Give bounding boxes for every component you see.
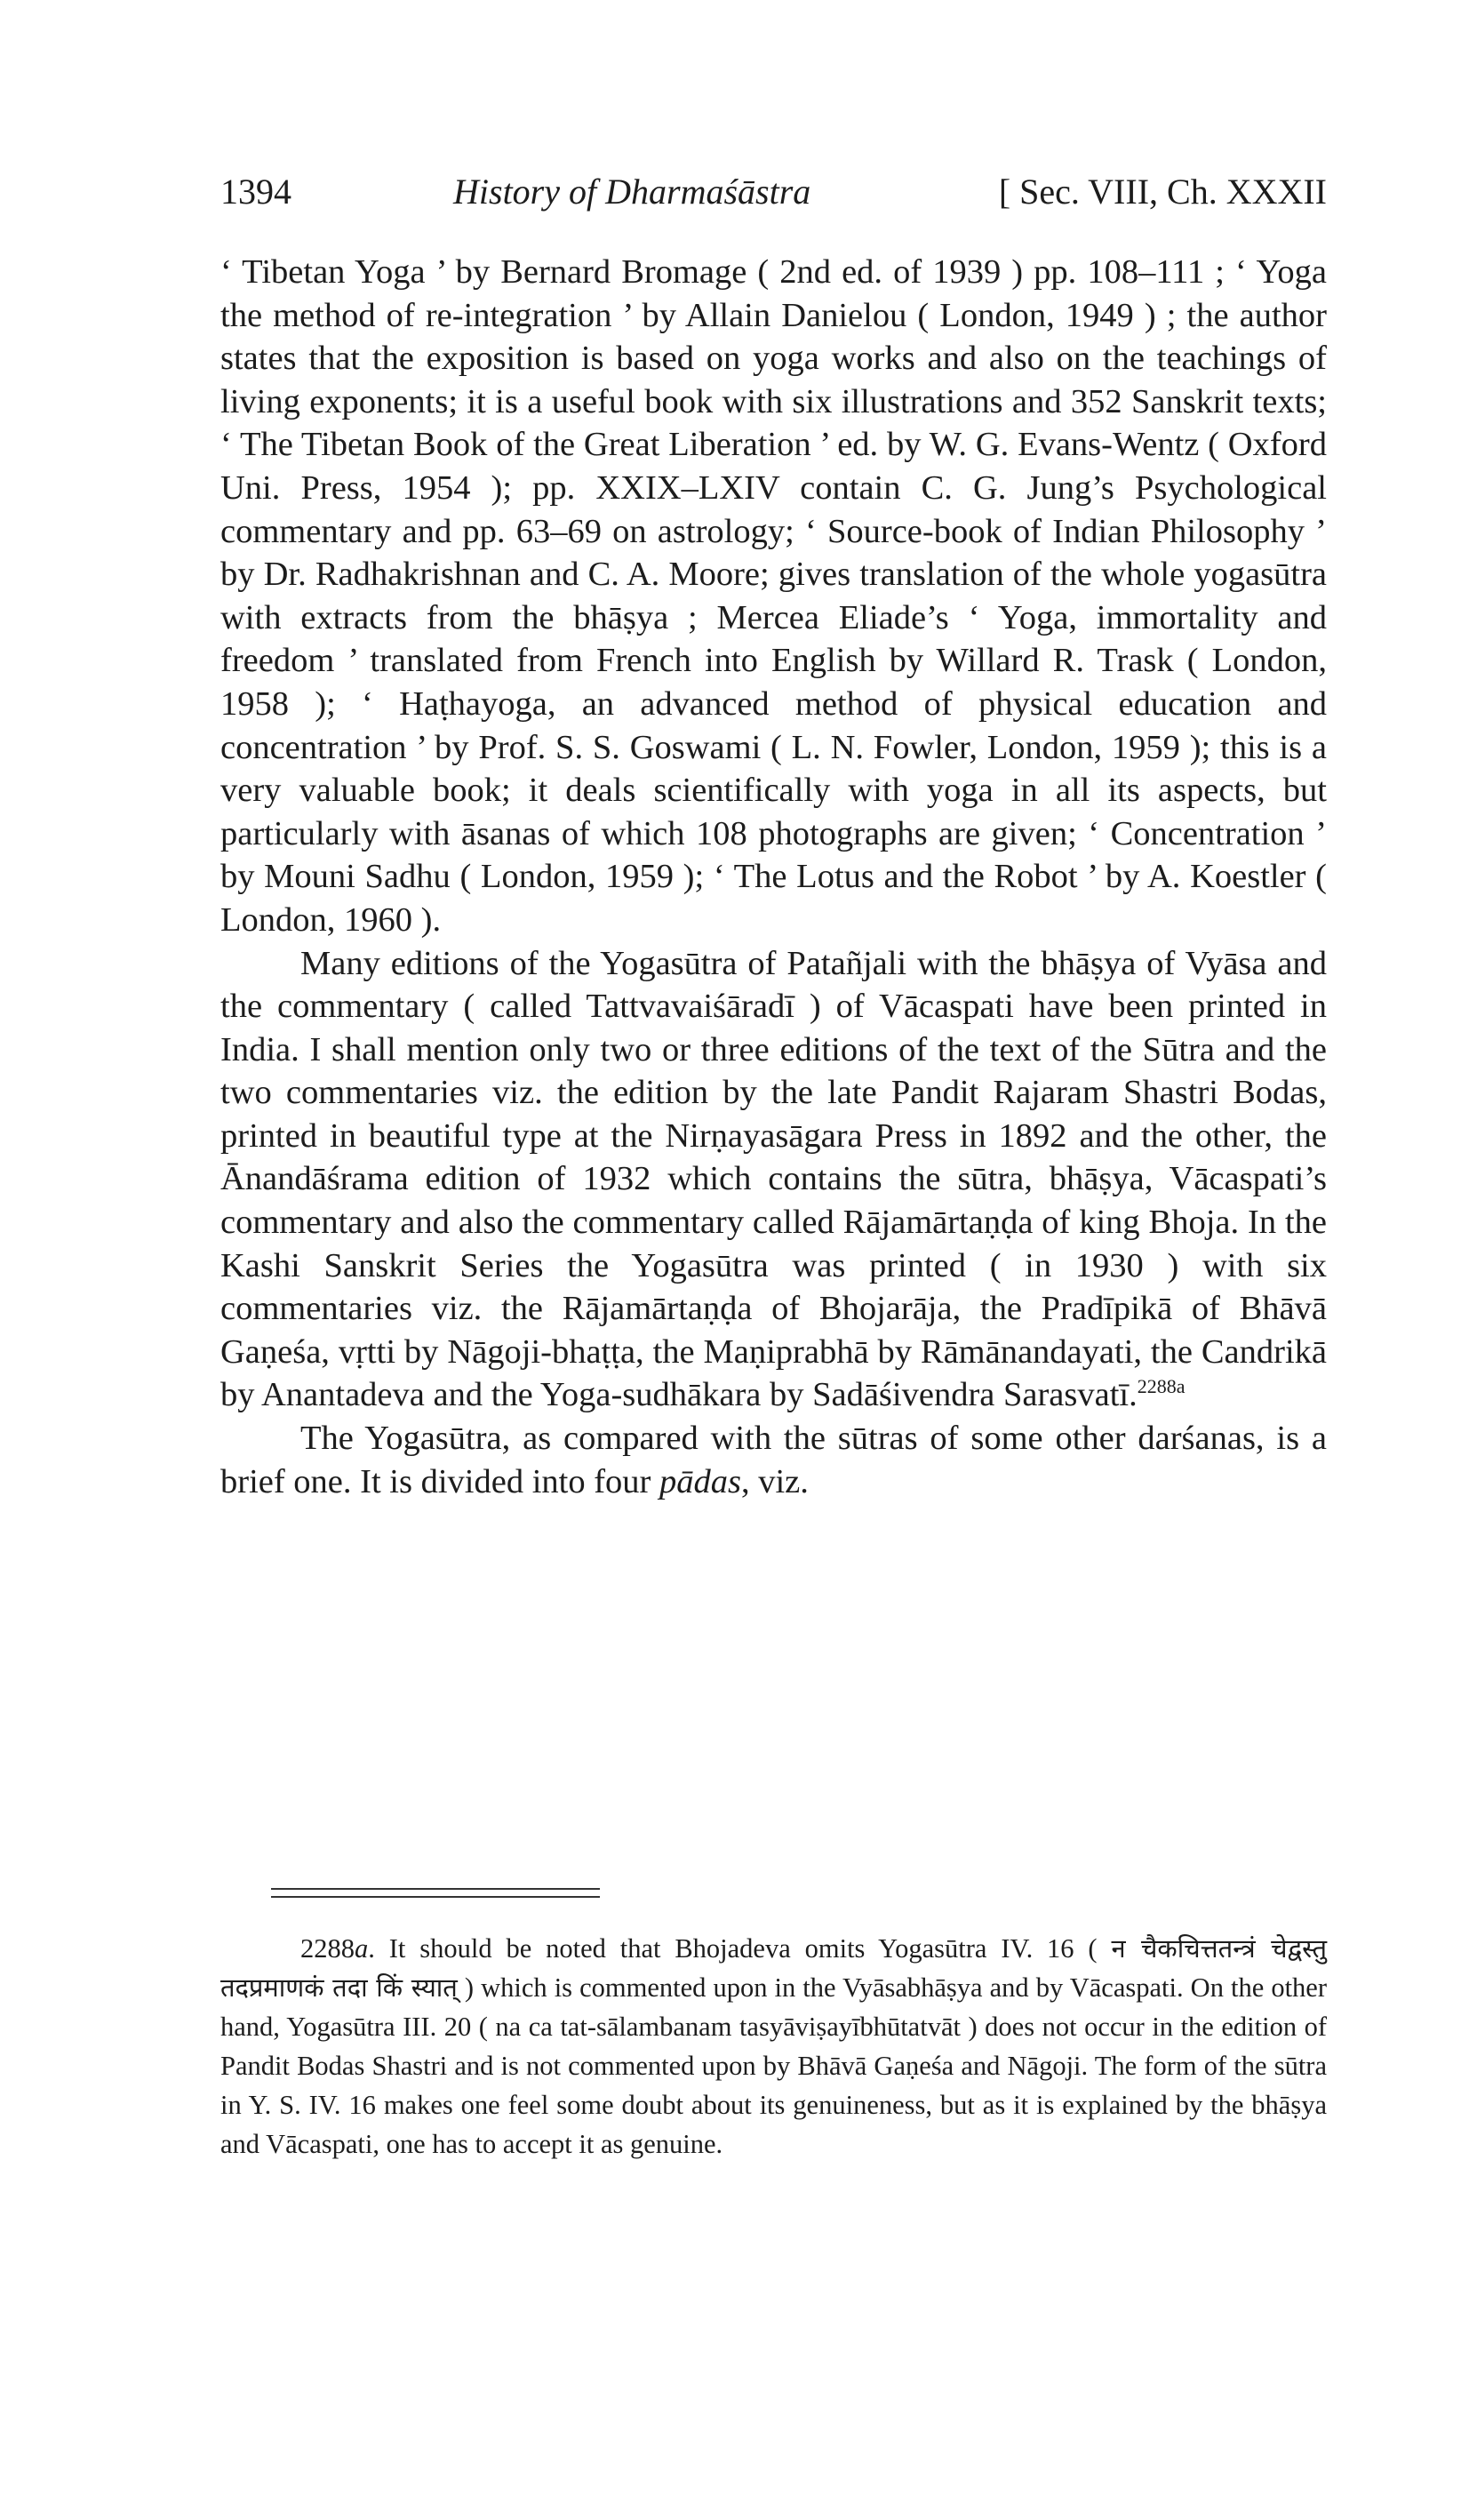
footnote-devanagari-sutra: न चैकचित्ततन्त्रं चेद्वस्तु तदप्रमाणकं तदा किं स्यात् — [220, 1933, 1327, 2003]
main-text — [220, 251, 1327, 1503]
footnote-divider — [271, 1888, 600, 1890]
paragraph-editions — [220, 942, 1327, 1418]
paragraph-editions-text: Many editions of the Yogasūtra of Patañjali with the bhāṣya of Vyāsa and the commentary ( called Tattvavaiśāradī ) of Vācaspati have been printed in India. I shall mention only two or three editions of the text of the Sūtra and the two commentaries viz. the edition by the late Pandit Rajaram Shastri Bodas, printed in beautiful type at the Nirṇayasāgara Press in 1892 and the other, the Ānandāśrama edition of 1932 which contains the sūtra, bhāṣya, Vācaspati’s commentary and also the commentary called Rājamārtaṇḍa of king Bhoja. In the Kashi Sanskrit Series the Yogasūtra was printed ( in 1930 ) with six commentaries viz. the Rājamārtaṇḍa of Bhojarāja, the Pradīpikā of Bhāvā Gaṇeśa, vṛtti by Nāgoji-bhaṭṭa, the Maṇiprabhā by Rāmānandayati, the Candrikā by Anantadeva and the Yoga-sudhākara by Sadāśivendra Sarasvatī. — [220, 944, 1327, 1414]
page-number: 1394 — [220, 172, 291, 212]
footnote-marker: 2288 — [300, 1933, 355, 1964]
footnote-2288a — [220, 1929, 1327, 2164]
running-head — [220, 171, 1327, 224]
footnote — [220, 1929, 1327, 2164]
paragraph-yogasutra-italic: pādas — [659, 1462, 741, 1500]
section-reference: [ Sec. VIII, Ch. XXXII — [998, 172, 1327, 212]
footnote-marker-suffix: a — [355, 1933, 369, 1964]
footnote-reference: 2288a — [1137, 1375, 1186, 1398]
paragraph-yogasutra — [220, 1417, 1327, 1503]
footnote-text-1: . It should be noted that Bhojadeva omits Yogasūtra IV. 16 ( — [368, 1933, 1112, 1964]
paragraph-yogasutra-end: , viz. — [740, 1462, 809, 1500]
running-title: History of Dharmaśāstra — [453, 172, 811, 212]
footnote-divider-second — [271, 1896, 600, 1898]
footnote-text-2: ) which is commented upon in the Vyāsabhāṣya and by Vācaspati. On the other hand, Yogasūtra III. 20 ( na ca tat-sālambanam tasyāviṣayībhūtatvāt ) does not occur in the edition of Pandit Bodas Shastri and is not commented upon by Bhāvā Gaṇeśa and Nāgoji. The form of the sūtra in Y. S. IV. 16 makes one feel some doubt about its genuineness, but as it is explained by the bhāṣya and Vācaspati, one has to accept it as genuine. — [220, 1972, 1327, 2159]
paragraph-bibliography: ‘ Tibetan Yoga ’ by Bernard Bromage ( 2nd ed. of 1939 ) pp. 108–111 ; ‘ Yoga the method of re-integration ’ by Allain Danielou ( London, 1949 ) ; the author states that the exposition is based on yoga works and also on the teachings of living exponents; it is a useful book with six illustrations and 352 Sanskrit texts; ‘ The Tibetan Book of the Great Liberation ’ ed. by W. G. Evans-Wentz ( Oxford Uni. Press, 1954 ); pp. XXIX–LXIV contain C. G. Jung’s Psychological commentary and pp. 63–69 on astrology; ‘ Source-book of Indian Philosophy ’ by Dr. Radhakrishnan and C. A. Moore; gives translation of the whole yogasūtra with extracts from the bhāṣya ; Mercea Eliade’s ‘ Yoga, immortality and freedom ’ translated from French into English by Willard R. Trask ( London, 1958 ); ‘ Haṭhayoga, an advanced method of physical education and concentration ’ by Prof. S. S. Goswami ( L. N. Fowler, London, 1959 ); this is a very valuable book; it deals scientifically with yoga in all its aspects, but particularly with āsanas of which 108 photographs are given; ‘ Concentration ’ by Mouni Sadhu ( London, 1959 ); ‘ The Lotus and the Robot ’ by A. Koestler ( London, 1960 ). — [220, 253, 1327, 939]
paragraph-yogasutra-start: The Yogasūtra, as compared with the sūtras of some other darśanas, is a brief one. It is divided into four — [220, 1420, 1327, 1500]
